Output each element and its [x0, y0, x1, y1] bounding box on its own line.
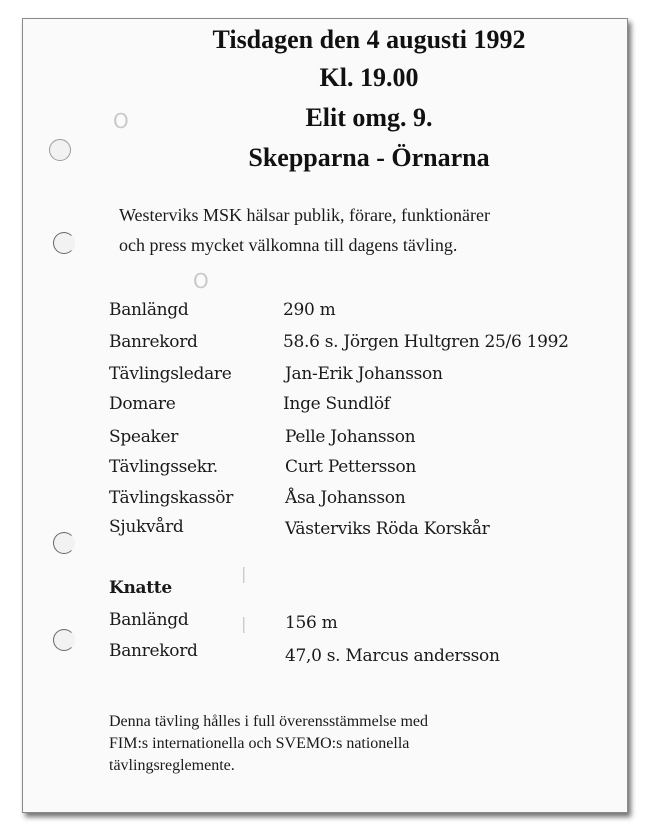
info-label: Speaker — [109, 427, 179, 447]
info-label: Tävlingskassör — [109, 488, 234, 508]
info-label: Sjukvård — [109, 517, 184, 537]
info-label: Banlängd — [109, 300, 189, 320]
footer-line-2: FIM:s internationella och SVEMO:s nationella — [109, 735, 410, 752]
footer-line-3: tävlingsreglemente. — [109, 757, 235, 774]
footer-line-1: Denna tävling hålles i full överensstämmelse med — [109, 713, 429, 730]
bleed-through-mark: O — [193, 269, 209, 293]
bleed-through-mark: | — [241, 614, 247, 633]
punch-hole — [53, 232, 75, 254]
info-value: 58.6 s. Jörgen Hultgren 25/6 1992 — [283, 332, 569, 352]
welcome-line-2: och press mycket välkomna till dagens tävling. — [119, 235, 458, 255]
info-value: Pelle Johansson — [285, 427, 416, 447]
info-label: Banrekord — [109, 332, 198, 352]
punch-hole — [53, 629, 75, 651]
info-value: Åsa Johansson — [285, 488, 406, 508]
knatte-heading: Knatte — [109, 578, 172, 598]
program-page — [22, 18, 628, 813]
info-value: Curt Pettersson — [285, 457, 417, 477]
bleed-through-mark: | — [241, 564, 247, 583]
time-line: Kl. 19.00 — [319, 63, 419, 92]
info-value: Jan-Erik Johansson — [285, 364, 443, 384]
info-label: Tävlingsledare — [109, 364, 232, 384]
bleed-through-mark: O — [113, 109, 129, 133]
knatte-value: 47,0 s. Marcus andersson — [285, 646, 500, 666]
welcome-line-1: Westerviks MSK hälsar publik, förare, funktionärer — [119, 205, 490, 225]
info-label: Tävlingssekr. — [109, 457, 218, 477]
knatte-label: Banrekord — [109, 641, 198, 661]
round-line: Elit omg. 9. — [305, 103, 433, 132]
info-value: Västerviks Röda Korskår — [285, 519, 490, 539]
info-value: Inge Sundlöf — [283, 394, 390, 414]
knatte-value: 156 m — [285, 613, 338, 633]
info-label: Domare — [109, 394, 176, 414]
date-line: Tisdagen den 4 augusti 1992 — [212, 25, 526, 54]
knatte-label: Banlängd — [109, 610, 189, 630]
info-value: 290 m — [283, 300, 336, 320]
match-line: Skepparna - Örnarna — [248, 143, 490, 172]
punch-hole — [53, 532, 75, 554]
